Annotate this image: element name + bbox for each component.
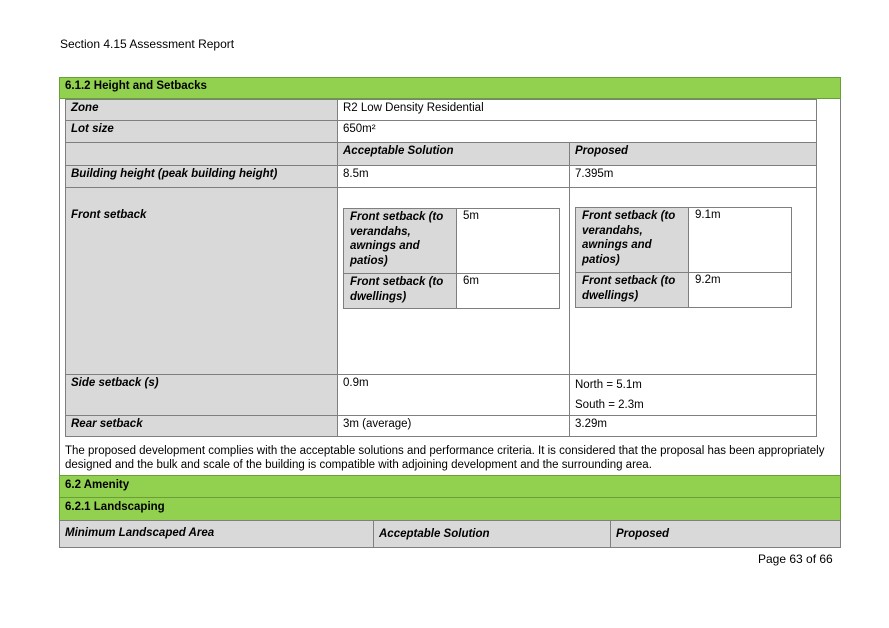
document-header: Section 4.15 Assessment Report (60, 37, 235, 51)
front-setback-label-text: Front setback (71, 209, 147, 221)
nested-acceptable-r1-value-text: 5m (463, 210, 479, 222)
building-height-acceptable: 8.5m (337, 165, 570, 188)
landscape-proposed-header-text: Proposed (616, 528, 670, 540)
lot-size-label: Lot size (65, 120, 338, 143)
nested-acceptable-r1-label-text: Front setback (to verandahs, awnings and patios) (350, 211, 444, 267)
nested-proposed-r2-label (575, 272, 689, 308)
side-setback-north: North = 5.1m (575, 379, 642, 391)
nested-acceptable-r2-label-text: Front setback (to dwellings) (350, 276, 444, 303)
building-height-proposed: 7.395m (569, 165, 817, 188)
nested-proposed-r1-label (575, 207, 689, 273)
section-612-heading: 6.1.2 Height and Setbacks (59, 77, 841, 99)
rear-setback-label: Rear setback (65, 415, 338, 437)
nested-acceptable-r2-value-text: 6m (463, 275, 479, 287)
side-setback-label: Side setback (s) (65, 374, 338, 416)
nested-proposed-r1-label-text: Front setback (to verandahs, awnings and patios) (582, 210, 676, 266)
nested-proposed-r2-label-text: Front setback (to dwellings) (582, 275, 676, 302)
rear-setback-proposed: 3.29m (569, 415, 817, 437)
side-setback-acceptable: 0.9m (337, 374, 570, 416)
nested-acceptable-r1-value (456, 208, 560, 274)
building-height-label: Building height (peak building height) (65, 165, 338, 188)
zone-label: Zone (65, 99, 338, 121)
section-62-heading: 6.2 Amenity (59, 475, 841, 498)
front-setback-label (65, 187, 338, 375)
nested-proposed-r2-value-text: 9.2m (695, 274, 721, 286)
column-header-blank (65, 142, 338, 166)
lot-size-value: 650m² (337, 120, 817, 143)
assessment-paragraph: The proposed development complies with the acceptable solutions and performance criteria. It is considered that the proposal has been appropriately designed and the bulk and scale of the building is compatible with adjoining development and the surrounding area. (65, 445, 825, 471)
nested-acceptable-r1-label (343, 208, 457, 274)
landscape-proposed-header (610, 520, 841, 548)
landscape-acceptable-header-text: Acceptable Solution (379, 528, 490, 540)
nested-proposed-r1-value-text: 9.1m (695, 209, 721, 221)
landscape-acceptable-header (373, 520, 611, 548)
rear-setback-acceptable: 3m (average) (337, 415, 570, 437)
landscaped-area-label (59, 520, 374, 548)
nested-proposed-r2-value (688, 272, 792, 308)
page-number: Page 63 of 66 (758, 552, 833, 566)
nested-proposed-r1-value (688, 207, 792, 273)
column-header-proposed: Proposed (569, 142, 817, 166)
side-setback-south: South = 2.3m (575, 399, 644, 411)
landscaped-area-label-text: Minimum Landscaped Area (65, 527, 215, 539)
nested-acceptable-r2-value (456, 273, 560, 309)
zone-value: R2 Low Density Residential (337, 99, 817, 121)
section-621-heading: 6.2.1 Landscaping (59, 497, 841, 521)
nested-acceptable-r2-label (343, 273, 457, 309)
column-header-acceptable: Acceptable Solution (337, 142, 570, 166)
side-setback-proposed (569, 374, 817, 416)
